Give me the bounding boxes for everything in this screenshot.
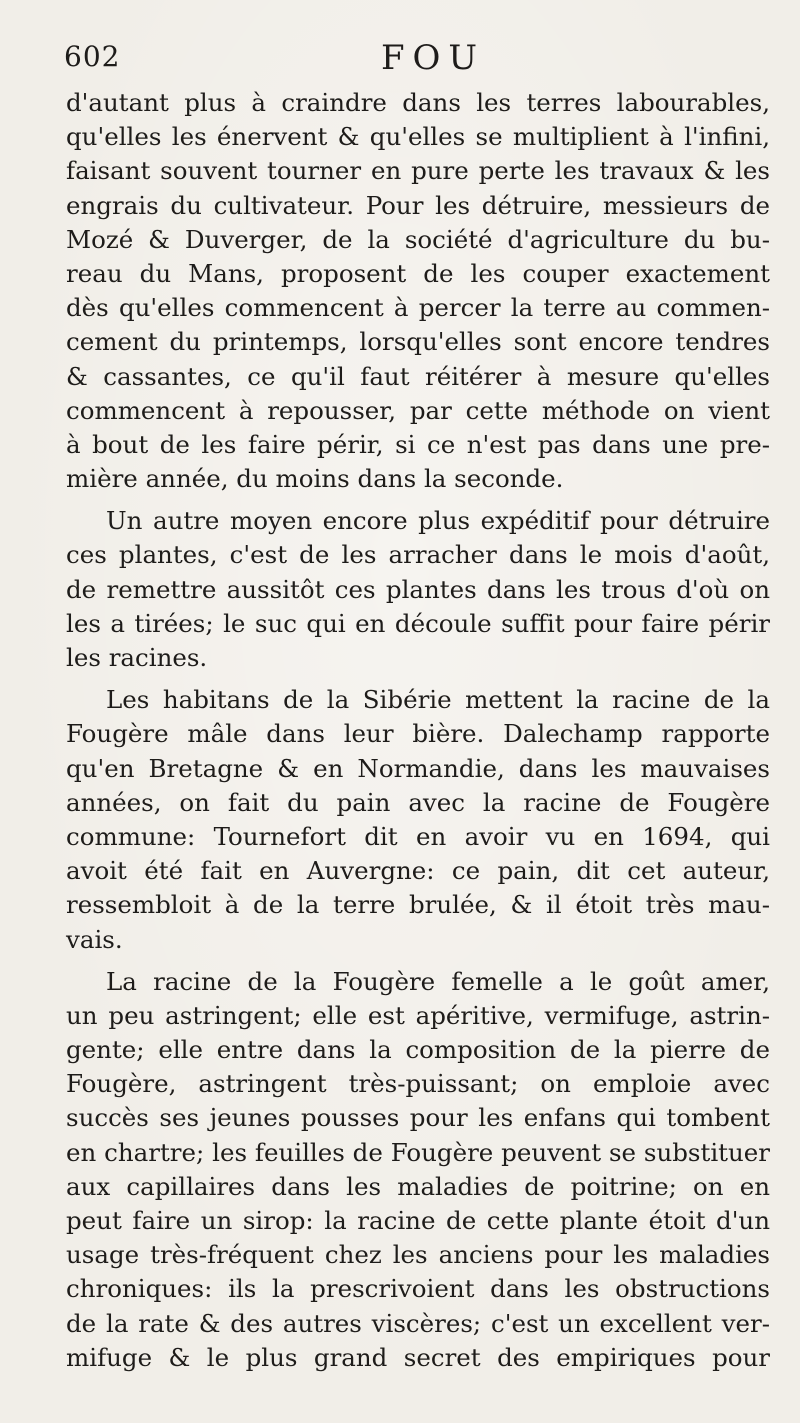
text-line: avoit été fait en Auvergne: ce pain, dit cet auteur, — [66, 856, 770, 886]
text-line: Mozé & Duverger, de la société d'agriculture du bu- — [66, 224, 770, 254]
text-line: usage très-fréquent chez les anciens pour les maladies — [66, 1240, 770, 1270]
text-line: Les habitans de la Sibérie mettent la racine de la — [106, 685, 770, 715]
paragraph-2 — [66, 504, 770, 675]
text-line: qu'elles les énervent & qu'elles se multiplient à l'infini, — [66, 122, 770, 152]
page-header — [66, 38, 770, 86]
paragraph-gap — [66, 957, 770, 965]
text-line: dès qu'elles commencent à percer la terre au commen- — [66, 293, 770, 323]
text-line: années, on fait du pain avec la racine de Fougère — [66, 787, 770, 817]
text-line: cement du printemps, lorsqu'elles sont encore tendres — [66, 327, 770, 357]
text-line: ressembloit à de la terre brulée, & il étoit très mau- — [66, 890, 770, 920]
text-line: de la rate & des autres viscères; c'est un excellent ver- — [66, 1308, 770, 1338]
text-line: reau du Mans, proposent de les couper exactement — [66, 258, 770, 288]
paragraph-gap — [66, 675, 770, 683]
text-line: commune: Tournefort dit en avoir vu en 1694, qui — [66, 821, 770, 851]
text-line: succès ses jeunes pousses pour les enfans qui tombent — [66, 1103, 770, 1133]
text-line: Fougère mâle dans leur bière. Dalechamp rapporte — [66, 719, 770, 749]
text-line: les racines. — [66, 643, 208, 672]
text-line: mifuge & le plus grand secret des empiriques pour — [66, 1342, 770, 1372]
paragraph-1 — [66, 86, 770, 496]
text-line: Un autre moyen encore plus expéditif pour détruire — [106, 506, 770, 536]
paragraph-3 — [66, 683, 770, 957]
text-line: & cassantes, ce qu'il faut réitérer à mesure qu'elles — [66, 361, 770, 391]
body-text — [66, 86, 770, 1375]
text-line: mière année, du moins dans la seconde. — [66, 464, 564, 494]
text-line: ces plantes, c'est de les arracher dans le mois d'août, — [66, 540, 770, 570]
text-line: de remettre aussitôt ces plantes dans les trous d'où on — [66, 574, 770, 604]
text-line: qu'en Bretagne & en Normandie, dans les mauvaises — [66, 753, 770, 783]
text-line: peut faire un sirop: la racine de cette plante étoit d'un — [66, 1206, 770, 1235]
text-line: d'autant plus à craindre dans les terres labourables, — [66, 88, 770, 117]
text-line: La racine de la Fougère femelle a le goût amer, — [106, 966, 770, 996]
text-line: aux capillaires dans les maladies de poitrine; on en — [66, 1171, 770, 1201]
text-line: gente; elle entre dans la composition de la pierre de — [66, 1035, 770, 1065]
text-line: chroniques: ils la prescrivoient dans les obstructions — [66, 1274, 770, 1304]
paragraph-4 — [66, 965, 770, 1375]
text-line: faisant souvent tourner en pure perte les travaux & les — [66, 156, 770, 186]
page-number: 602 — [64, 40, 121, 73]
text-line: un peu astringent; elle est apéritive, vermifuge, astrin- — [66, 1000, 770, 1030]
text-line: Fougère, astringent très-puissant; on emploie avec — [66, 1069, 770, 1099]
text-line: commencent à repousser, par cette méthode on vient — [66, 395, 770, 425]
text-line: en chartre; les feuilles de Fougère peuvent se substituer — [66, 1137, 770, 1167]
text-line: à bout de les faire périr, si ce n'est pas dans une pre- — [66, 429, 770, 459]
text-line: les a tirées; le suc qui en découle suffit pour faire périr — [66, 608, 770, 638]
paragraph-gap — [66, 496, 770, 504]
text-line: vais. — [66, 924, 123, 954]
text-line: engrais du cultivateur. Pour les détruire, messieurs de — [66, 190, 770, 220]
running-title: FOU — [380, 38, 486, 78]
